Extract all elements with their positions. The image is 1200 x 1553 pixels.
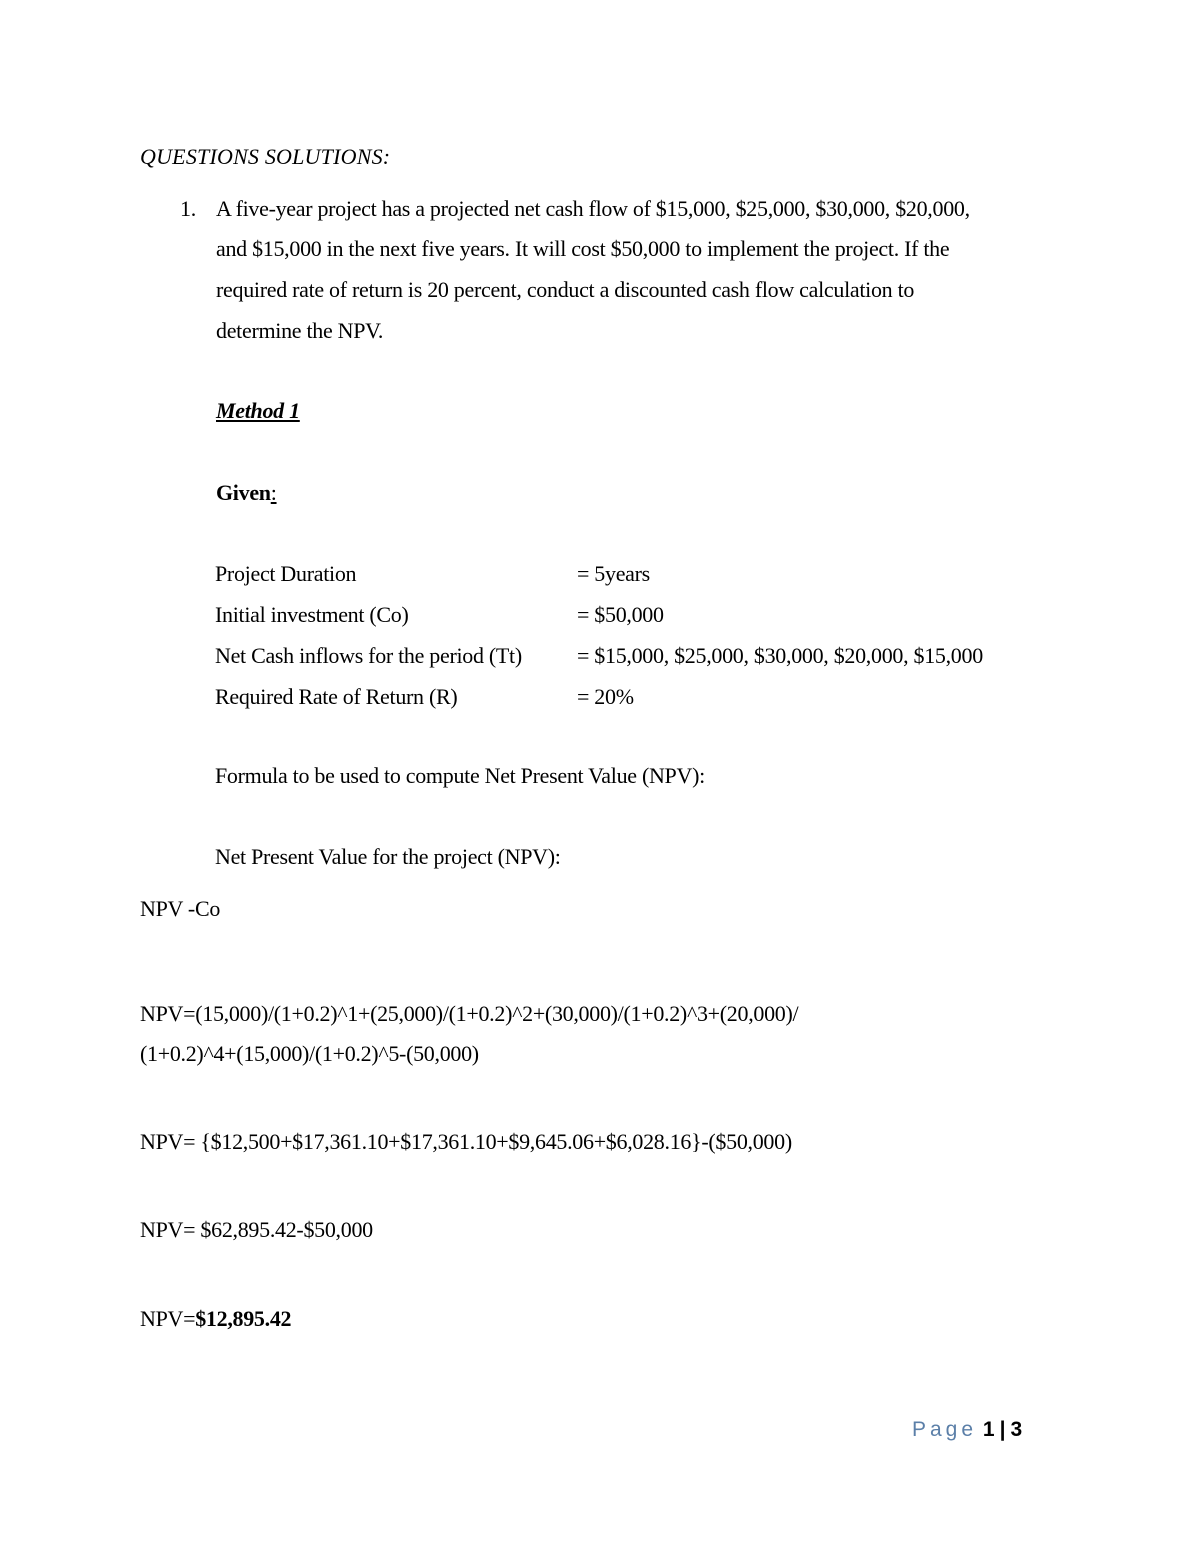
calc-line-4: NPV= $62,895.42-$50,000 [140, 1217, 373, 1242]
npv-formula: NPV -Co [140, 896, 221, 921]
npv-label: Net Present Value for the project (NPV): [215, 844, 561, 869]
question-number: 1. [180, 196, 196, 221]
page-heading: QUESTIONS SOLUTIONS: [140, 144, 391, 169]
given-title-text: Given [216, 480, 271, 505]
formula-label: Formula to be used to compute Net Present Value (NPV): [215, 763, 705, 788]
footer-page-word: Page [912, 1418, 978, 1441]
given-label: Required Rate of Return (R) [215, 684, 458, 709]
given-label: Initial investment (Co) [215, 602, 409, 627]
page-footer [912, 1417, 1022, 1443]
question-line: determine the NPV. [216, 318, 384, 343]
given-value: = 5years [577, 561, 650, 586]
footer-current-page: 1 [982, 1418, 995, 1441]
calc-line-2: (1+0.2)^4+(15,000)/(1+0.2)^5-(50,000) [140, 1041, 479, 1066]
question-line: and $15,000 in the next five years. It will cost $50,000 to implement the project. If the [216, 236, 950, 261]
npv-result-value: $12,895.42 [195, 1306, 292, 1331]
given-value: = 20% [577, 684, 634, 709]
npv-result-prefix: NPV= [140, 1306, 196, 1331]
footer-total-pages: 3 [1010, 1418, 1023, 1441]
calc-line-1: NPV=(15,000)/(1+0.2)^1+(25,000)/(1+0.2)^2+(30,000)/(1+0.2)^3+(20,000)/ [140, 1001, 799, 1026]
given-label: Net Cash inflows for the period (Tt) [215, 643, 522, 668]
calc-line-3: NPV= {$12,500+$17,361.10+$17,361.10+$9,645.06+$6,028.16}-($50,000) [140, 1129, 792, 1154]
footer-separator: | [999, 1418, 1006, 1441]
given-value: = $15,000, $25,000, $30,000, $20,000, $15,000 [577, 643, 983, 668]
npv-result [140, 1306, 291, 1332]
question-line: A five-year project has a projected net cash flow of $15,000, $25,000, $30,000, $20,000, [216, 196, 970, 221]
given-title [216, 480, 277, 506]
given-title-colon: : [270, 480, 277, 505]
method-title: Method 1 [216, 398, 300, 423]
given-value: = $50,000 [577, 602, 664, 627]
question-line: required rate of return is 20 percent, conduct a discounted cash flow calculation to [216, 277, 915, 302]
given-label: Project Duration [215, 561, 357, 586]
